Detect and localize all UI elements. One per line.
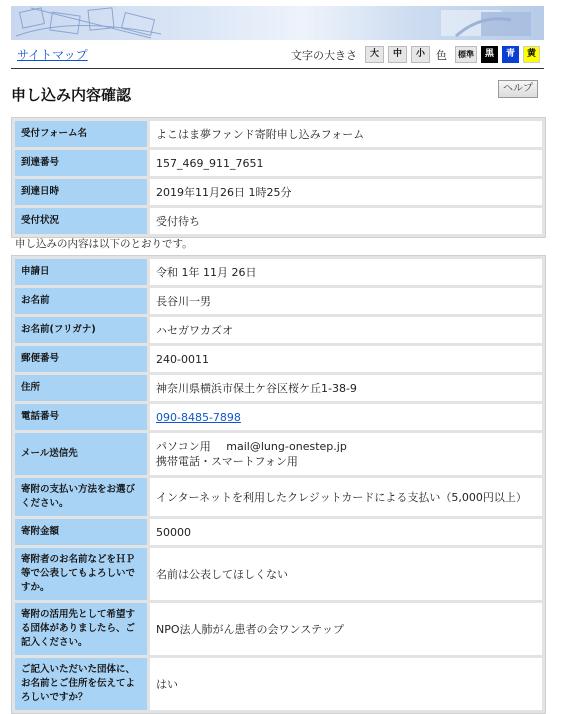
table-row	[15, 603, 542, 655]
row-label: 住所	[15, 375, 147, 401]
table-row	[15, 121, 542, 147]
table-row	[15, 179, 542, 205]
color-yellow-button[interactable]: 黄	[523, 46, 540, 63]
table-row	[15, 478, 542, 516]
row-label: お名前	[15, 288, 147, 314]
email-mobile-label: 携帯電話・スマートフォン用	[156, 455, 298, 468]
sitemap-link[interactable]: サイトマップ	[17, 48, 88, 62]
row-value: 受付待ち	[150, 208, 542, 234]
table-row	[15, 375, 542, 401]
table-row	[15, 259, 542, 285]
table-row	[15, 404, 542, 430]
text-size-large-button[interactable]: 大	[365, 46, 384, 63]
help-button[interactable]: ヘルプ	[498, 80, 538, 98]
row-label: 到達日時	[15, 179, 147, 205]
row-value: 名前は公表してほしくない	[150, 548, 542, 600]
color-blue-button[interactable]: 青	[502, 46, 519, 63]
row-label: 寄附金額	[15, 519, 147, 545]
row-value	[150, 433, 542, 475]
text-size-small-button[interactable]: 小	[411, 46, 430, 63]
row-label: 受付フォーム名	[15, 121, 147, 147]
intro-text: 申し込みの内容は以下のとおりです。	[15, 238, 193, 250]
row-label: 到達番号	[15, 150, 147, 176]
row-value: 令和 1年 11月 26日	[150, 259, 542, 285]
table-row	[15, 658, 542, 710]
utility-bar	[11, 42, 544, 69]
receipt-table	[11, 117, 546, 238]
row-value	[150, 404, 542, 430]
display-controls	[291, 46, 540, 63]
row-value: 50000	[150, 519, 542, 545]
row-value: インターネットを利用したクレジットカードによる支払い（5,000円以上）	[150, 478, 542, 516]
email-pc-value: mail@lung-onestep.jp	[226, 440, 347, 453]
row-label: お名前(フリガナ)	[15, 317, 147, 343]
header-banner	[11, 6, 544, 40]
row-label: 寄附の支払い方法をお選びください。	[15, 478, 147, 516]
table-row	[15, 519, 542, 545]
table-row	[15, 208, 542, 234]
color-standard-button[interactable]: 標準	[455, 46, 477, 63]
color-label: 色	[436, 48, 447, 62]
table-row	[15, 150, 542, 176]
details-table	[11, 255, 546, 714]
color-black-button[interactable]: 黒	[481, 46, 498, 63]
page-title: 申し込み内容確認	[11, 86, 132, 104]
email-pc-label: パソコン用	[156, 440, 211, 453]
row-value: 157_469_911_7651	[150, 150, 542, 176]
row-label: メール送信先	[15, 433, 147, 475]
banner-decoration	[11, 6, 544, 40]
row-value: よこはま夢ファンド寄附申し込みフォーム	[150, 121, 542, 147]
row-value: ハセガワカズオ	[150, 317, 542, 343]
row-label: 受付状況	[15, 208, 147, 234]
row-label: ご記入いただいた団体に、お名前とご住所を伝えてよろしいですか？	[15, 658, 147, 710]
row-label: 寄附の活用先として希望する団体がありましたら、ご記入ください。	[15, 603, 147, 655]
email-pc-line	[156, 439, 536, 454]
table-row	[15, 548, 542, 600]
row-value: 2019年11月26日 1時25分	[150, 179, 542, 205]
table-row	[15, 317, 542, 343]
row-label: 寄附者のお名前などをＨＰ等で公表してもよろしいですか。	[15, 548, 147, 600]
row-value: NPO法人肺がん患者の会ワンステップ	[150, 603, 542, 655]
text-size-medium-button[interactable]: 中	[388, 46, 407, 63]
row-label: 郵便番号	[15, 346, 147, 372]
row-label: 申請日	[15, 259, 147, 285]
table-row	[15, 346, 542, 372]
row-value: 神奈川県横浜市保土ケ谷区桜ケ丘1-38-9	[150, 375, 542, 401]
table-row	[15, 288, 542, 314]
row-label: 電話番号	[15, 404, 147, 430]
text-size-label: 文字の大きさ	[291, 48, 357, 62]
phone-link[interactable]: 090-8485-7898	[156, 410, 241, 424]
row-value: 長谷川一男	[150, 288, 542, 314]
row-value: 240-0011	[150, 346, 542, 372]
table-row	[15, 433, 542, 475]
row-value: はい	[150, 658, 542, 710]
